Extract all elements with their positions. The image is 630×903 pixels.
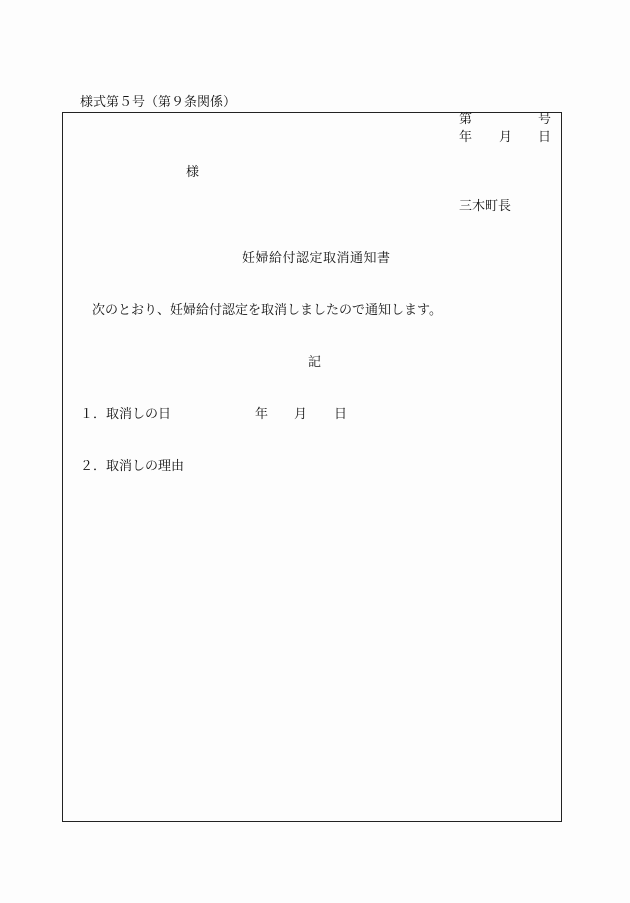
date-year: 年	[459, 130, 473, 145]
document-title: 妊婦給付認定取消通知書	[242, 251, 391, 266]
date-month: 月	[499, 130, 513, 145]
item1-year: 年	[255, 407, 269, 422]
addressee-honorific: 様	[186, 165, 200, 180]
ki-label: 記	[308, 355, 322, 370]
item1-label: １．取消しの日	[80, 407, 172, 422]
form-number: 様式第５号（第９条関係）	[80, 95, 237, 110]
body-text: 次のとおり、妊婦給付認定を取消しましたので通知します。	[92, 303, 442, 318]
number-prefix: 第	[459, 112, 473, 127]
item1-day: 日	[334, 407, 348, 422]
number-suffix: 号	[538, 112, 552, 127]
item2-label: ２．取消しの理由	[80, 459, 185, 474]
item1-month: 月	[294, 407, 308, 422]
date-day: 日	[538, 130, 552, 145]
issuer-name: 三木町長	[459, 199, 512, 214]
